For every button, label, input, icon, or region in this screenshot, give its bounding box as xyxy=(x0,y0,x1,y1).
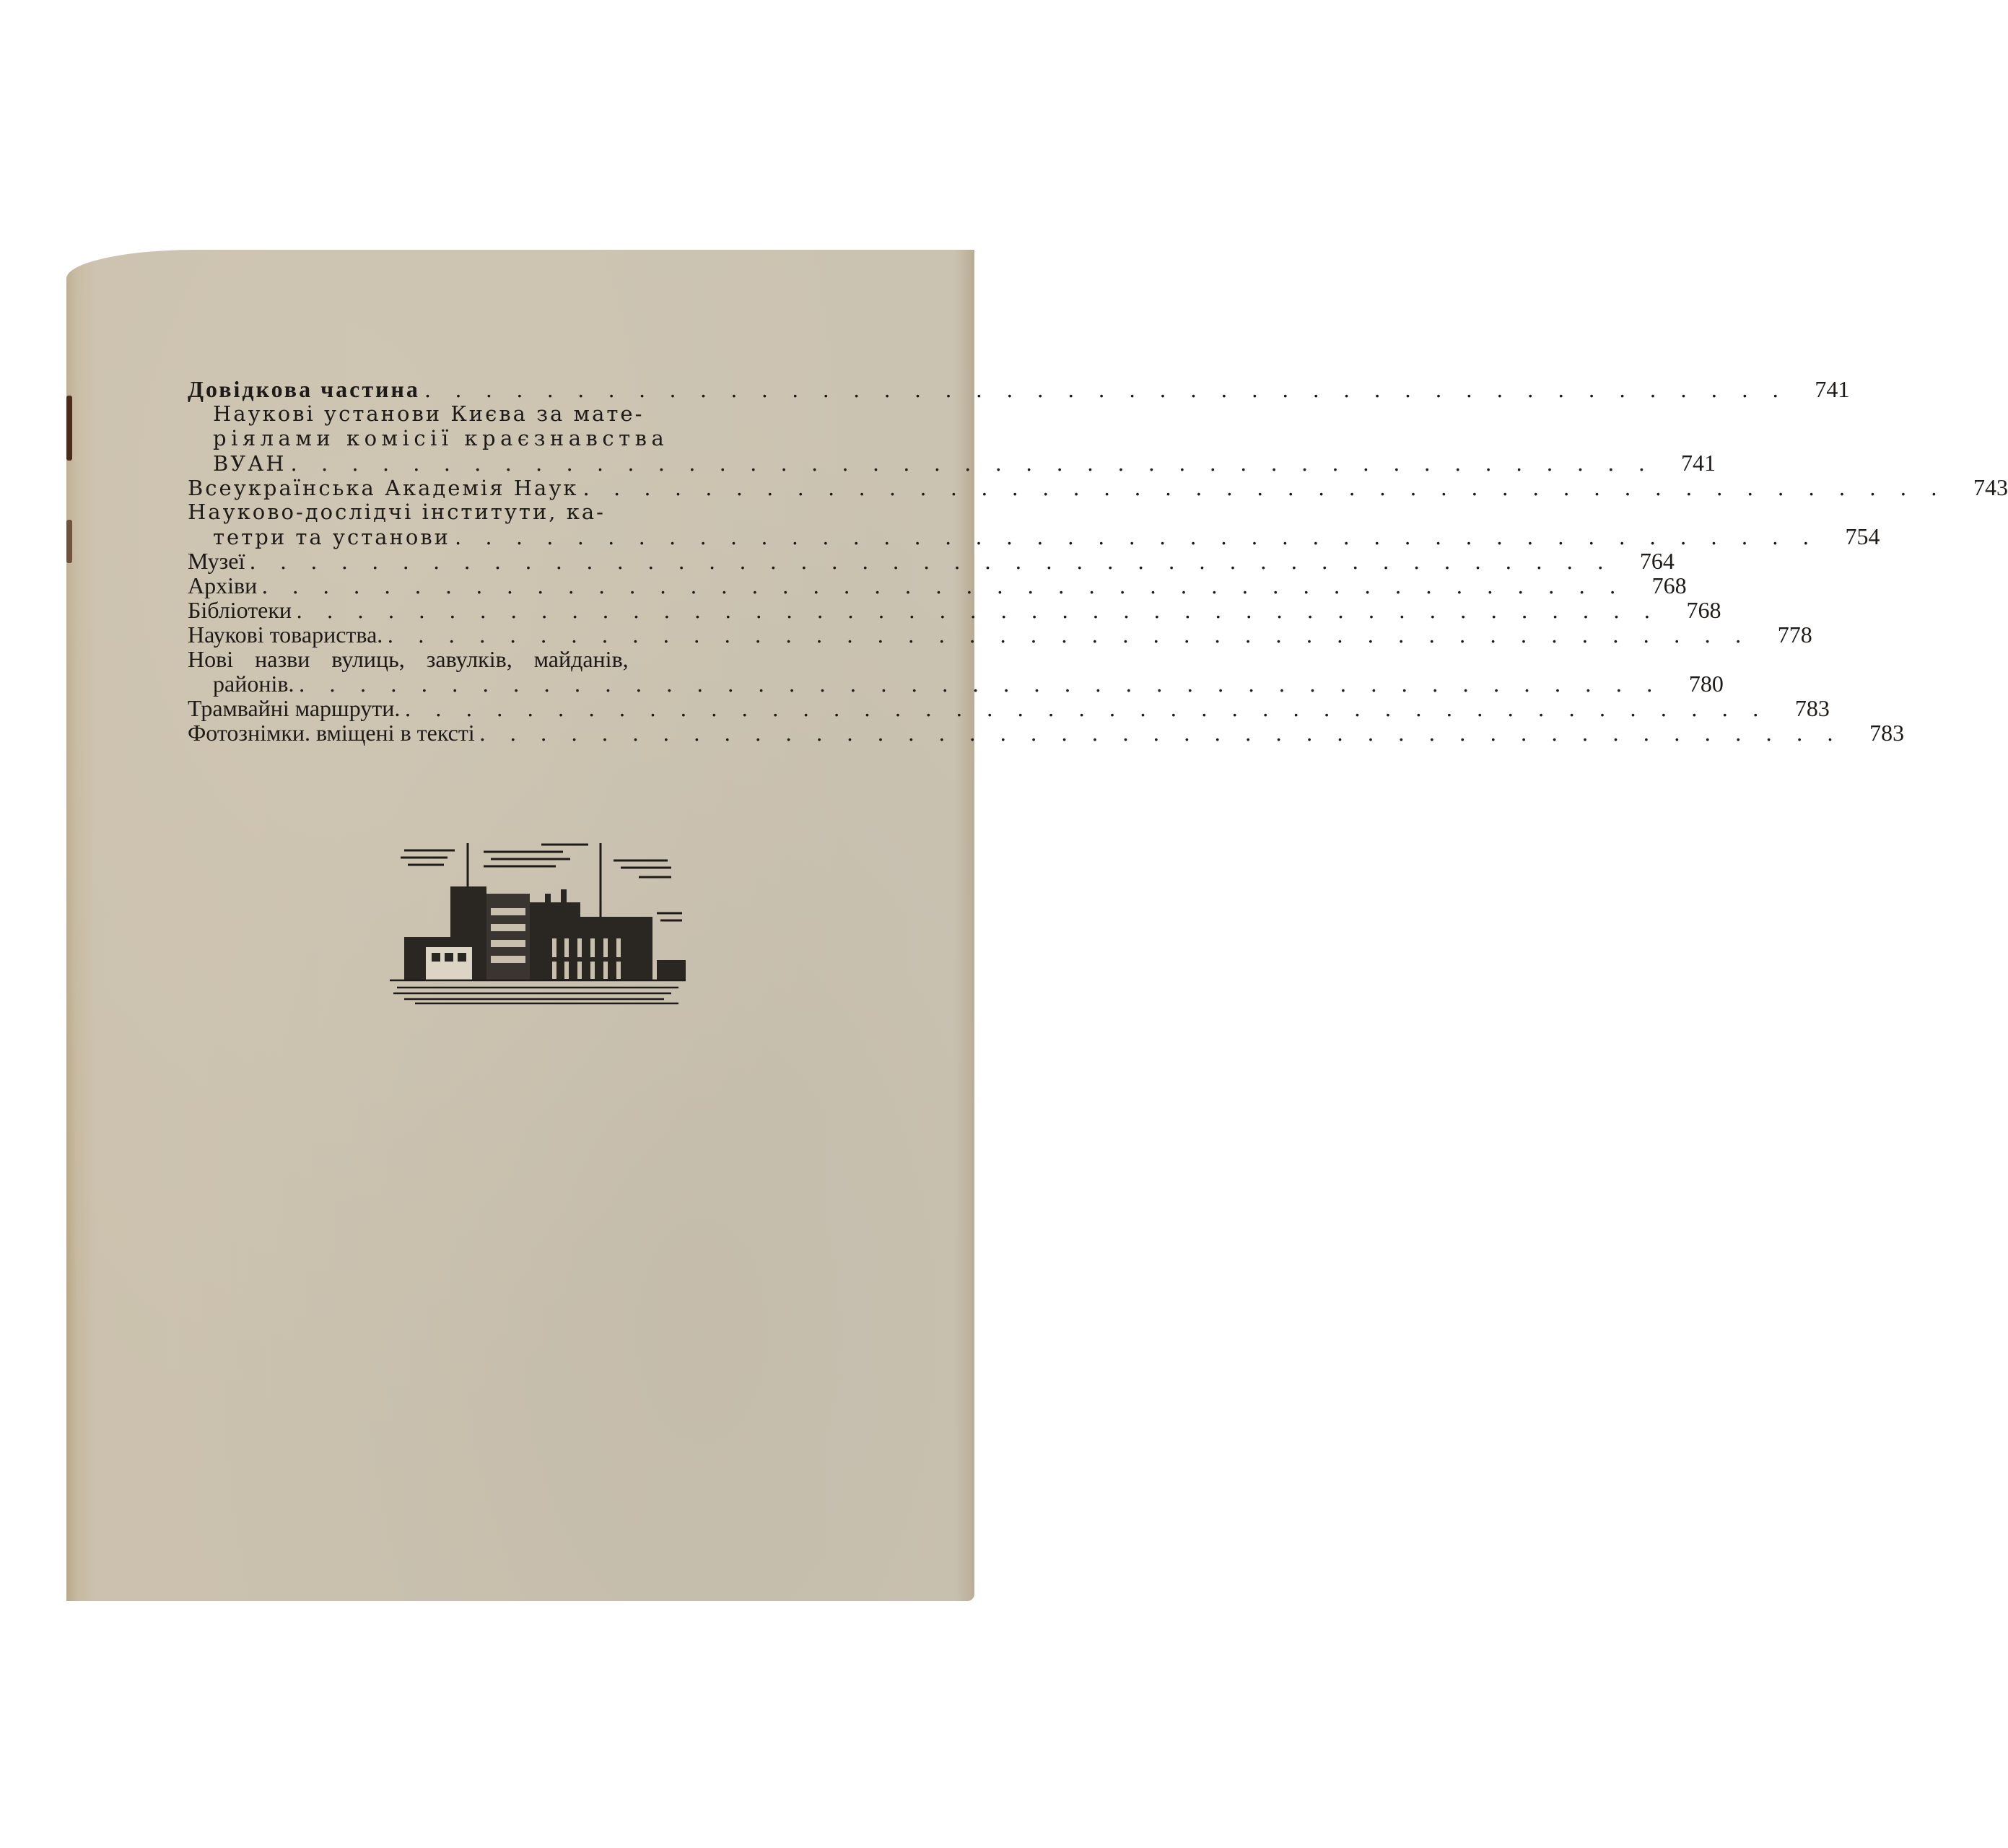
toc-entry xyxy=(188,695,1830,721)
toc-heading-label: Довідкова частина xyxy=(188,376,420,402)
toc-entry xyxy=(188,622,1812,648)
leader-dots: . . . . . . . . . . . . . . . . . . . . . . . . . . . . . . . . . . . . . . . . . . . . . xyxy=(261,574,1625,598)
page-number: 754 xyxy=(1845,523,1880,549)
toc-entry-line xyxy=(188,426,870,450)
toc-entry xyxy=(188,548,1675,574)
toc-entry-text: тетри та установи xyxy=(213,525,450,549)
toc-entry-text: Архіви xyxy=(188,572,258,598)
leader-dots: . . . . . . . . . . . . . . . . . . . . . . . . . . . . . . . . . . . . . . . . . . . . . xyxy=(424,378,1788,402)
page-number: 764 xyxy=(1639,548,1675,574)
table-of-contents xyxy=(188,376,2008,746)
toc-entry-text: Трамвайні маршрути. xyxy=(188,695,401,721)
page-number: 783 xyxy=(1869,720,1905,746)
leader-dots: . . . . . . . . . . . . . . . . . . . . . . . . . . . . . . . . . . . . . . . . . . . . . xyxy=(582,476,1946,500)
page-number: 783 xyxy=(1794,695,1830,721)
toc-entry xyxy=(188,597,1721,623)
toc-entry-line xyxy=(188,671,1724,697)
toc-entry-line xyxy=(188,450,1716,476)
page-number: 743 xyxy=(1973,474,2008,500)
leader-dots: . . . . . . . . . . . . . . . . . . . . . . . . . . . . . . . . . . . . . . . . . . . . . xyxy=(404,697,1768,721)
spine-shadow xyxy=(66,396,72,461)
toc-entry-text: Нові назви вулиць, завулків, майданів, xyxy=(188,646,629,672)
toc-entry-text: Бібліотеки xyxy=(188,597,292,623)
toc-entry xyxy=(188,572,1687,598)
toc-entry-text: Наукові установи Києва за мате- xyxy=(213,401,645,426)
toc-entry-text: районів. xyxy=(213,671,294,697)
leader-dots: . . . . . . . . . . . . . . . . . . . . . . . . . . . . . . . . . . . . . . . . . . . . . xyxy=(455,525,1818,549)
toc-entry xyxy=(188,474,2008,500)
page-number: 741 xyxy=(1815,376,1850,402)
page-number: 768 xyxy=(1686,597,1721,623)
leader-dots: . . . . . . . . . . . . . . . . . . . . . . . . . . . . . . . . . . . . . . . . . . . . . xyxy=(298,672,1662,697)
leader-dots: . . . . . . . . . . . . . . . . . . . . . . . . . . . . . . . . . . . . . . . . . . . . . xyxy=(290,451,1654,476)
toc-entry-text: Музеї xyxy=(188,548,245,574)
building-woodcut-illustration xyxy=(375,808,686,1003)
leader-dots: . . . . . . . . . . . . . . . . . . . . . . . . . . . . . . . . . . . . . . . . . . . . . xyxy=(249,549,1612,574)
page-number: 780 xyxy=(1688,671,1724,697)
toc-entry-line xyxy=(188,647,870,671)
toc-entry-text: ВУАН xyxy=(213,451,287,476)
page-number: 741 xyxy=(1680,450,1716,476)
leader-dots: . . . . . . . . . . . . . . . . . . . . . . . . . . . . . . . . . . . . . . . . . . . . . xyxy=(387,623,1750,648)
toc-entry-text: Всеукраїнська Академія Наук xyxy=(188,476,579,500)
page-number: 778 xyxy=(1777,622,1812,648)
toc-entry-text: Науково-дослідчі інститути, ка- xyxy=(188,500,606,524)
page-number: 768 xyxy=(1651,572,1687,598)
toc-entry-text: Фотознімки. вміщені в тексті xyxy=(188,720,475,746)
toc-entry-text: Наукові товариства. xyxy=(188,622,383,648)
leader-dots: . . . . . . . . . . . . . . . . . . . . . . . . . . . . . . . . . . . . . . . . . . . . . xyxy=(296,598,1659,623)
spine-shadow xyxy=(66,520,72,563)
toc-heading xyxy=(188,376,1850,402)
leader-dots: . . . . . . . . . . . . . . . . . . . . . . . . . . . . . . . . . . . . . . . . . . . . . xyxy=(479,721,1843,746)
toc-entry-line xyxy=(188,500,870,524)
toc-entry-line xyxy=(188,401,870,426)
toc-entry-line xyxy=(188,523,1880,549)
toc-entry-text: ріялами комісії краєзнавства xyxy=(213,426,669,450)
toc-entry xyxy=(188,720,1905,746)
